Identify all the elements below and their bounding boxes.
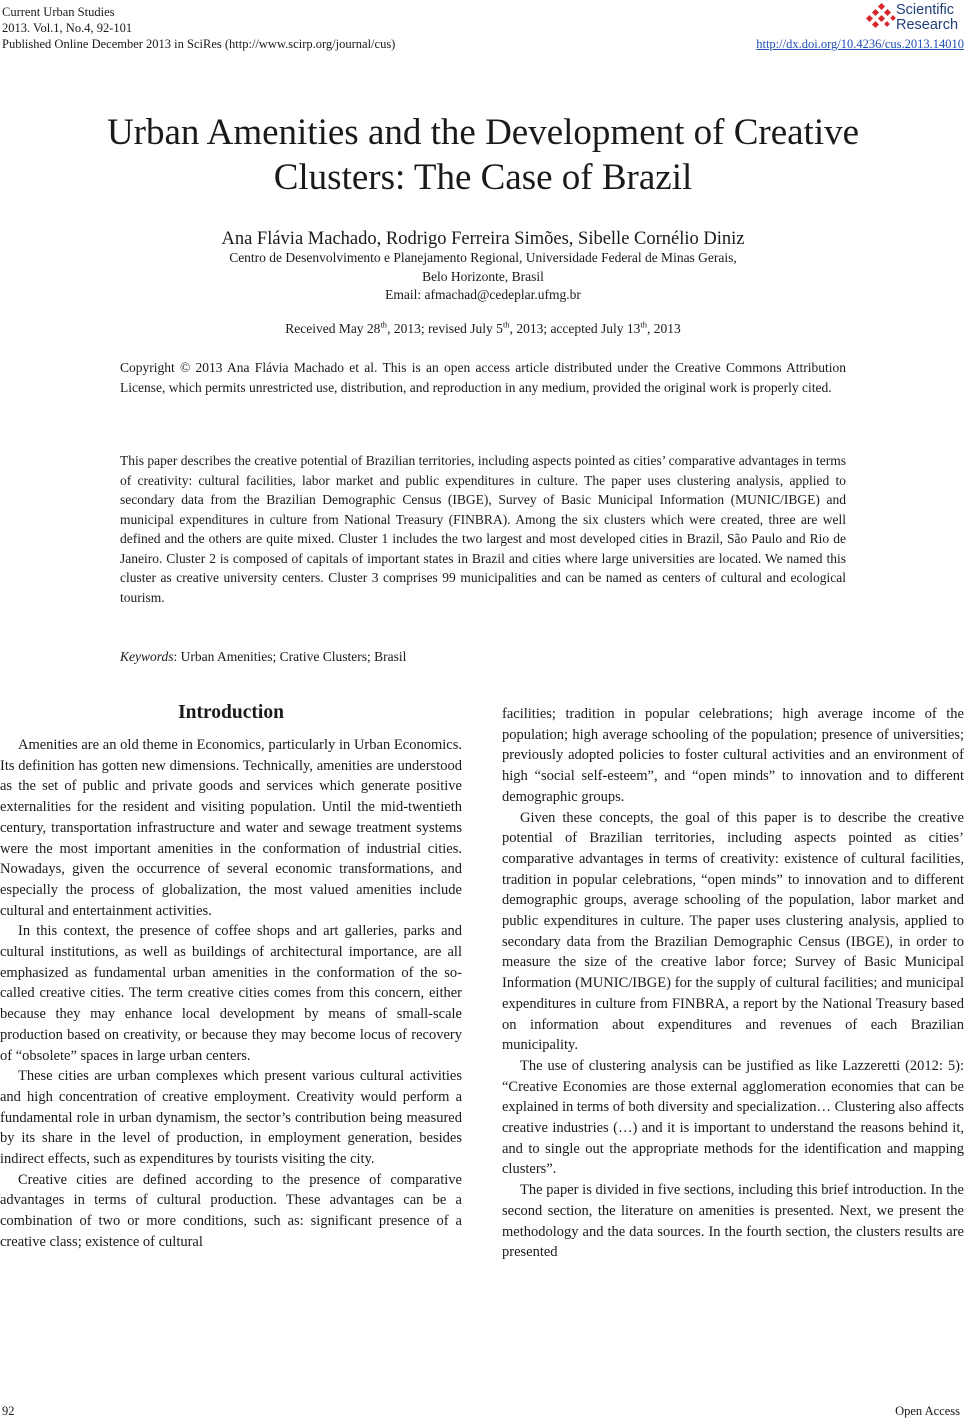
paragraph: Creative cities are defined according to the presence of comparative advantages in terms of cultural production. These advantages can be a combination of two or more conditions, such as: significant presence of a creative class; existence of cultural: [0, 1171, 462, 1250]
logo-text: Scientific Research: [896, 2, 959, 33]
affiliation-line-1: Centro de Desenvolvimento e Planejamento Regional, Universidade Federal de Minas Gerais,: [229, 250, 737, 265]
paragraph: These cities are urban complexes which present various cultural activities and high concentration of creative employment. Creativity would perform a fundamental role in urban dynamism, the sector’s contribution being measured by its share in the level of production, in employment generation, besides indirect effects, such as expenditures by tourists visiting the city.: [0, 1068, 462, 1168]
journal-volume: 2013. Vol.1, No.4, 92-101: [2, 21, 133, 35]
email: Email: afmachad@cedeplar.ufmg.br: [385, 287, 581, 302]
paragraph: The use of clustering analysis can be justified as like Lazzeretti (2012: 5): “Creative Economies are those external agglomeration economies that can be explained in terms of both diversity and specialization… Clustering also affects creative industries (…) and it is important to understand the reasons behind it, and to single out the appropriate methods for the identification and mapping clusters”.: [502, 1057, 965, 1178]
keywords-list: : Urban Amenities; Crative Clusters; Brasil: [173, 649, 407, 664]
title-line-1: Urban Amenities and the Development of Creative: [106, 112, 860, 153]
received-dates: Received May 28th, 2013; revised July 5th, 2013; accepted July 13th, 2013: [285, 319, 681, 336]
journal-name: Current Urban Studies: [2, 5, 115, 19]
section-heading: Introduction: [178, 702, 284, 723]
authors: Ana Flávia Machado, Rodrigo Ferreira Simões, Sibelle Cornélio Diniz: [221, 229, 745, 249]
paragraph: The paper is divided in five sections, including this brief introduction. In the second section, the literature on amenities is presented. Next, we present the methodology and the data sources. In the fourth section, the clusters results are presented: [502, 1182, 964, 1261]
page-number: 92: [2, 1404, 15, 1418]
abstract: This paper describes the creative potential of Brazilian territories, including aspects pointed as cities’ comparative advantages in terms of creativity: cultural facilities, labor market and public expenditures in culture. The paper uses clustering analysis, applied to secondary data from the Brazilian Demographic Census (IBGE), Survey of Basic Municipal Information (MUNIC/IBGE) and municipal expenditures in culture from National Treasury (FINBRA). Among the six clusters which were created, three are well defined and the others are quite mixed. Cluster 1 includes the two largest and most developed cities in Brazil, São Paulo and Rio de Janeiro. Cluster 2 is composed of capitals of important states in Brazil and cities where large universities are located. We named this cluster as creative university centers. Cluster 3 comprises 99 municipalities and can be named as centers of cultural and ecological tourism.: [120, 453, 846, 605]
diamond-grid-icon: [864, 3, 898, 33]
paragraph: Given these concepts, the goal of this paper is to describe the creative potential of Brazilian territories, including aspects pointed as cities’ comparative advantages in terms of creativity: existence of cultural facilities, tradition in popular celebrations, “open minds” to innovation and to different demographic groups, average schooling of the population, labor market and public expenditures in culture. The paper uses clustering analysis, applied to secondary data from the Brazilian Demographic Census (IBGE), in order to measure the size of the creative labor force; Survey of Basic Municipal Information (MUNIC/IBGE) for the supply of cultural facilities; and municipal expenditures in culture from FINBRA, a report by the National Treasury based on information about expenditures and revenues of each Brazilian municipality.: [502, 809, 964, 1054]
keywords-label: Keywords: [120, 649, 174, 664]
affiliation: [0, 249, 966, 305]
copyright-notice: Copyright © 2013 Ana Flávia Machado et al. This is an open access article distributed under the Creative Commons Attribution License, which permits unrestricted use, distribution, and reproduction in any medium, provided the original work is properly cited.: [120, 360, 846, 395]
paragraph: Amenities are an old theme in Economics, particularly in Urban Economics. Its definition has gotten new dimensions. Technically, amenities are understood as the set of public and private goods and services which generate positive externalities for the resident and visiting population. Until the mid-twentieth century, transportation infrastructure and water and sewage treatment systems were the most important amenities in the conformation of industrial cities. Nowadays, given the occurrence of several economic transformations, and especially the process of globalization, the most valued amenities include cultural and entertainment activities.: [0, 737, 462, 919]
scientific-research-logo: [864, 0, 964, 36]
paragraph: In this context, the presence of coffee shops and art galleries, parks and cultural institutions, as well as buildings of architectural importance, are all emphasized as fundamental urban amenities in the conformation of the so-called creative cities. The term creative cities comes from this concern, either because they may enhance local development by means of small-scale production based on creativity, or because they may become locus of recovery of “obsolete” spaces in large urban centers.: [0, 923, 462, 1064]
keywords: [120, 647, 846, 667]
right-column: [502, 704, 964, 1263]
title-line-2: Clusters: The Case of Brazil: [273, 157, 693, 198]
published-online: Published Online December 2013 in SciRes (http://www.scirp.org/journal/cus): [2, 37, 396, 51]
affiliation-line-2: Belo Horizonte, Brasil: [422, 268, 544, 284]
publication-line: [2, 36, 964, 52]
doi-link[interactable]: http://dx.doi.org/10.4236/cus.2013.14010: [756, 37, 964, 51]
running-header: [2, 4, 964, 52]
paragraph: facilities; tradition in popular celebrations; high average income of the population; high average schooling of the population; presence of universities; previously adopted policies to foster cultural activities and an environment of high “social self-esteem”, and “open minds” to innovation and to different demographic groups.: [502, 706, 964, 805]
left-column: [0, 702, 462, 1253]
open-access-label: Open Access: [895, 1404, 960, 1418]
paper-title: [0, 110, 966, 200]
